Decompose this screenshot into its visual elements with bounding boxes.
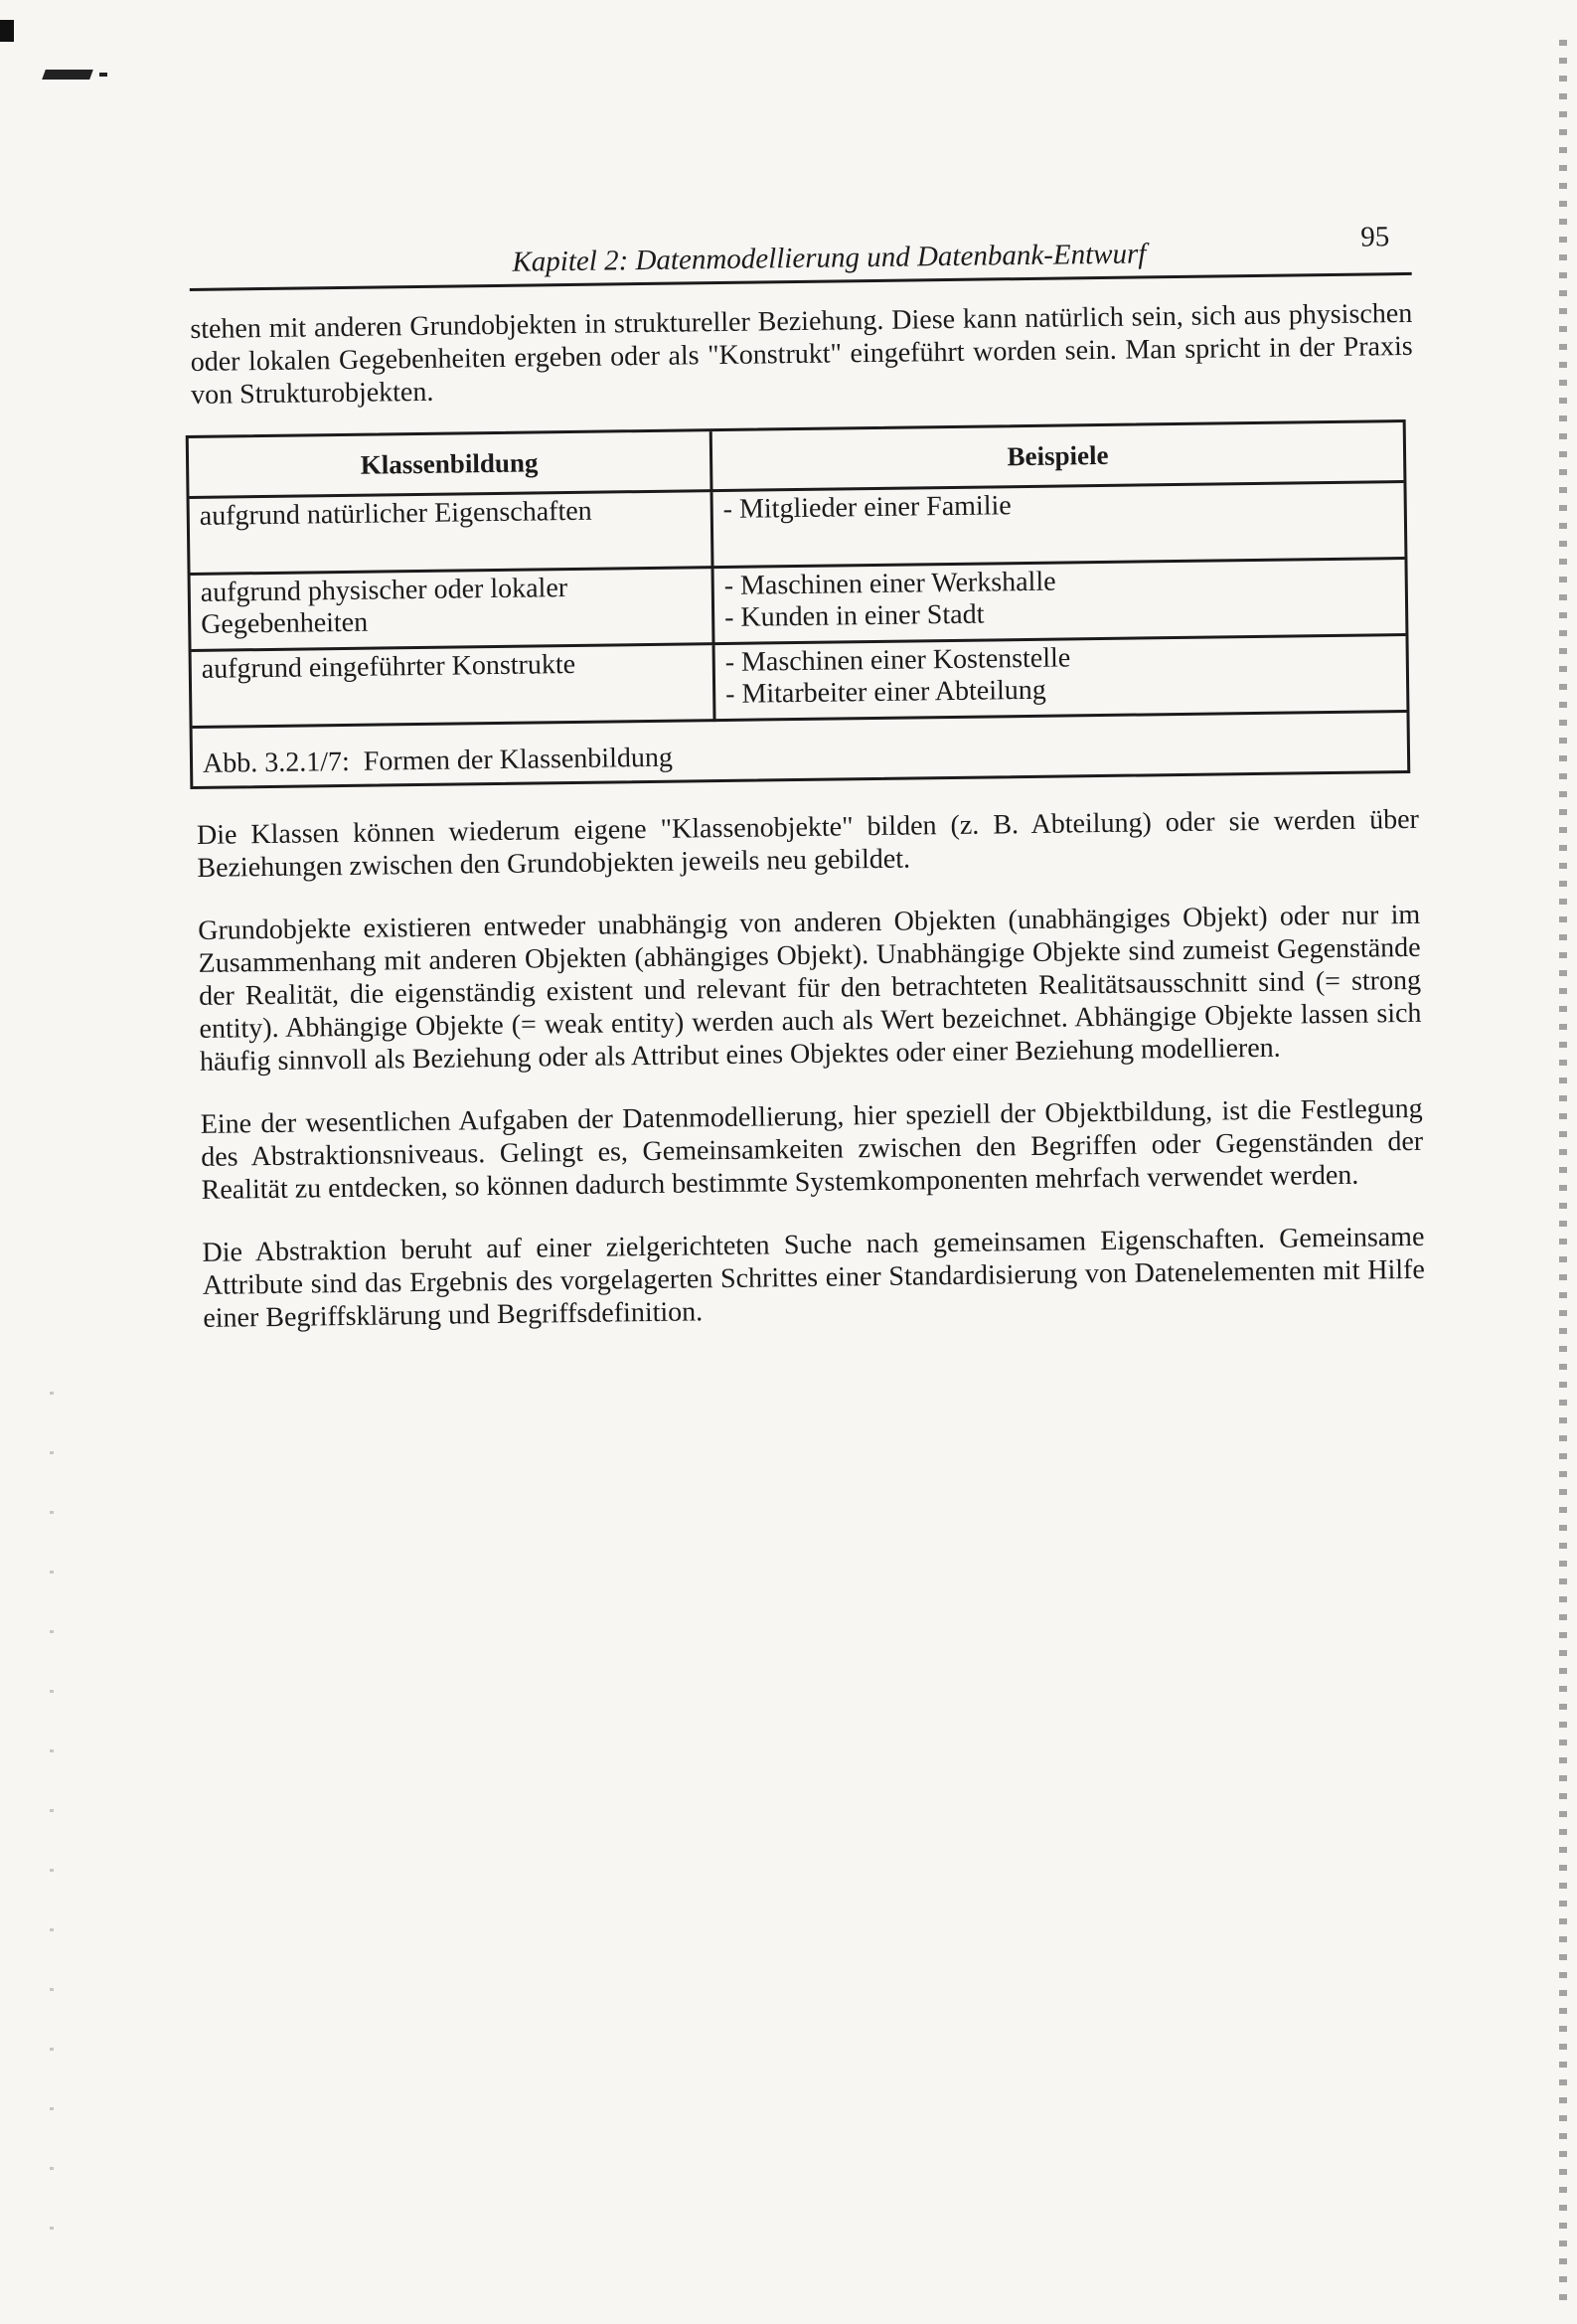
classification-table	[189, 422, 1407, 729]
paragraph-abstraktion: Die Abstraktion beruht auf einer zielgerichteten Suche nach gemeinsamen Eigenschaften. Gemeinsame Attribute sind das Ergebnis des vorgelagerten Schrittes einer Standardisierung von Datenelementen mit Hilfe einer Begriffsklärung und Begriffsdefinition.	[202, 1222, 1426, 1335]
paragraph-klassen: Die Klassen können wiederum eigene "Klassenobjekte" bilden (z. B. Abteilung) oder sie werden über Beziehungen zwischen den Grundobjekten jeweils neu gebildet.	[196, 803, 1420, 885]
paragraph-grundobjekte: Grundobjekte existieren entweder unabhängig von anderen Objekten (unabhängiges Objekt) oder nur im Zusammenhang mit anderen Objekten (abhängiges Objekt). Unabhängige Objekte sind zumeist Gegenstände der Realität, die eigenständig existent und relevant für den betrachteten Realitätsausschnitt sind (= strong entity). Abhängige Objekte (= weak entity) werden auch als Wert bezeichnet. Abhängige Objekte lassen sich häufig sinnvoll als Beziehung oder als Attribut eines Objektes oder einer Beziehung modellieren.	[198, 899, 1422, 1079]
figure-caption-label: Abb. 3.2.1/7:	[202, 747, 351, 779]
paragraph-intro: stehen mit anderen Grundobjekten in struktureller Beziehung. Diese kann natürlich sein, sich aus physischen oder lokalen Gegebenheiten ergeben oder als "Konstrukt" eingeführt worden sein. Man spricht in der Praxis von Strukturobjekten.	[190, 297, 1413, 412]
row-examples	[713, 635, 1406, 721]
paragraph-abstraktionsniveau: Eine der wesentlichen Aufgaben der Datenmodellierung, hier speziell der Objektbildung, ist die Festlegung des Abstraktionsniveaus. Gelingt es, Gemeinsamkeiten zwischen den Begriffen oder Gegenständen der Realität zu entdecken, so können dadurch bestimmte Systemkomponenten mehrfach verwendet werden.	[200, 1093, 1424, 1207]
row-examples	[712, 559, 1405, 644]
example-item: - Maschinen einer Werkshalle	[723, 566, 1056, 602]
page-number: 95	[1360, 221, 1390, 253]
scan-mark-square	[0, 20, 14, 42]
row-category: aufgrund physischer oder lokaler Gegebenheiten	[191, 568, 713, 651]
example-item: - Mitarbeiter einer Abteilung	[724, 674, 1046, 711]
scan-mark-dot	[99, 73, 107, 77]
figure-klassenbildung	[186, 419, 1411, 789]
example-item: - Mitglieder einer Familie	[722, 490, 1012, 526]
column-header-klassenbildung: Klassenbildung	[189, 431, 711, 497]
example-item: - Kunden in einer Stadt	[723, 598, 985, 634]
example-item: - Maschinen einer Kostenstelle	[724, 642, 1071, 679]
left-edge-specks	[50, 1392, 54, 2286]
running-title: Kapitel 2: Datenmodellierung und Datenbank-Entwurf	[512, 238, 1147, 278]
book-page	[189, 213, 1425, 1336]
running-header	[189, 213, 1412, 291]
row-category: aufgrund natürlicher Eigenschaften	[190, 491, 712, 575]
scan-mark-stroke	[42, 70, 93, 80]
figure-caption-text: Formen der Klassenbildung	[363, 742, 674, 777]
binding-edge	[1559, 40, 1567, 2306]
table-row	[192, 635, 1407, 728]
row-category: aufgrund eingeführter Konstrukte	[192, 644, 714, 728]
row-examples	[711, 482, 1404, 568]
column-header-beispiele: Beispiele	[710, 422, 1403, 491]
